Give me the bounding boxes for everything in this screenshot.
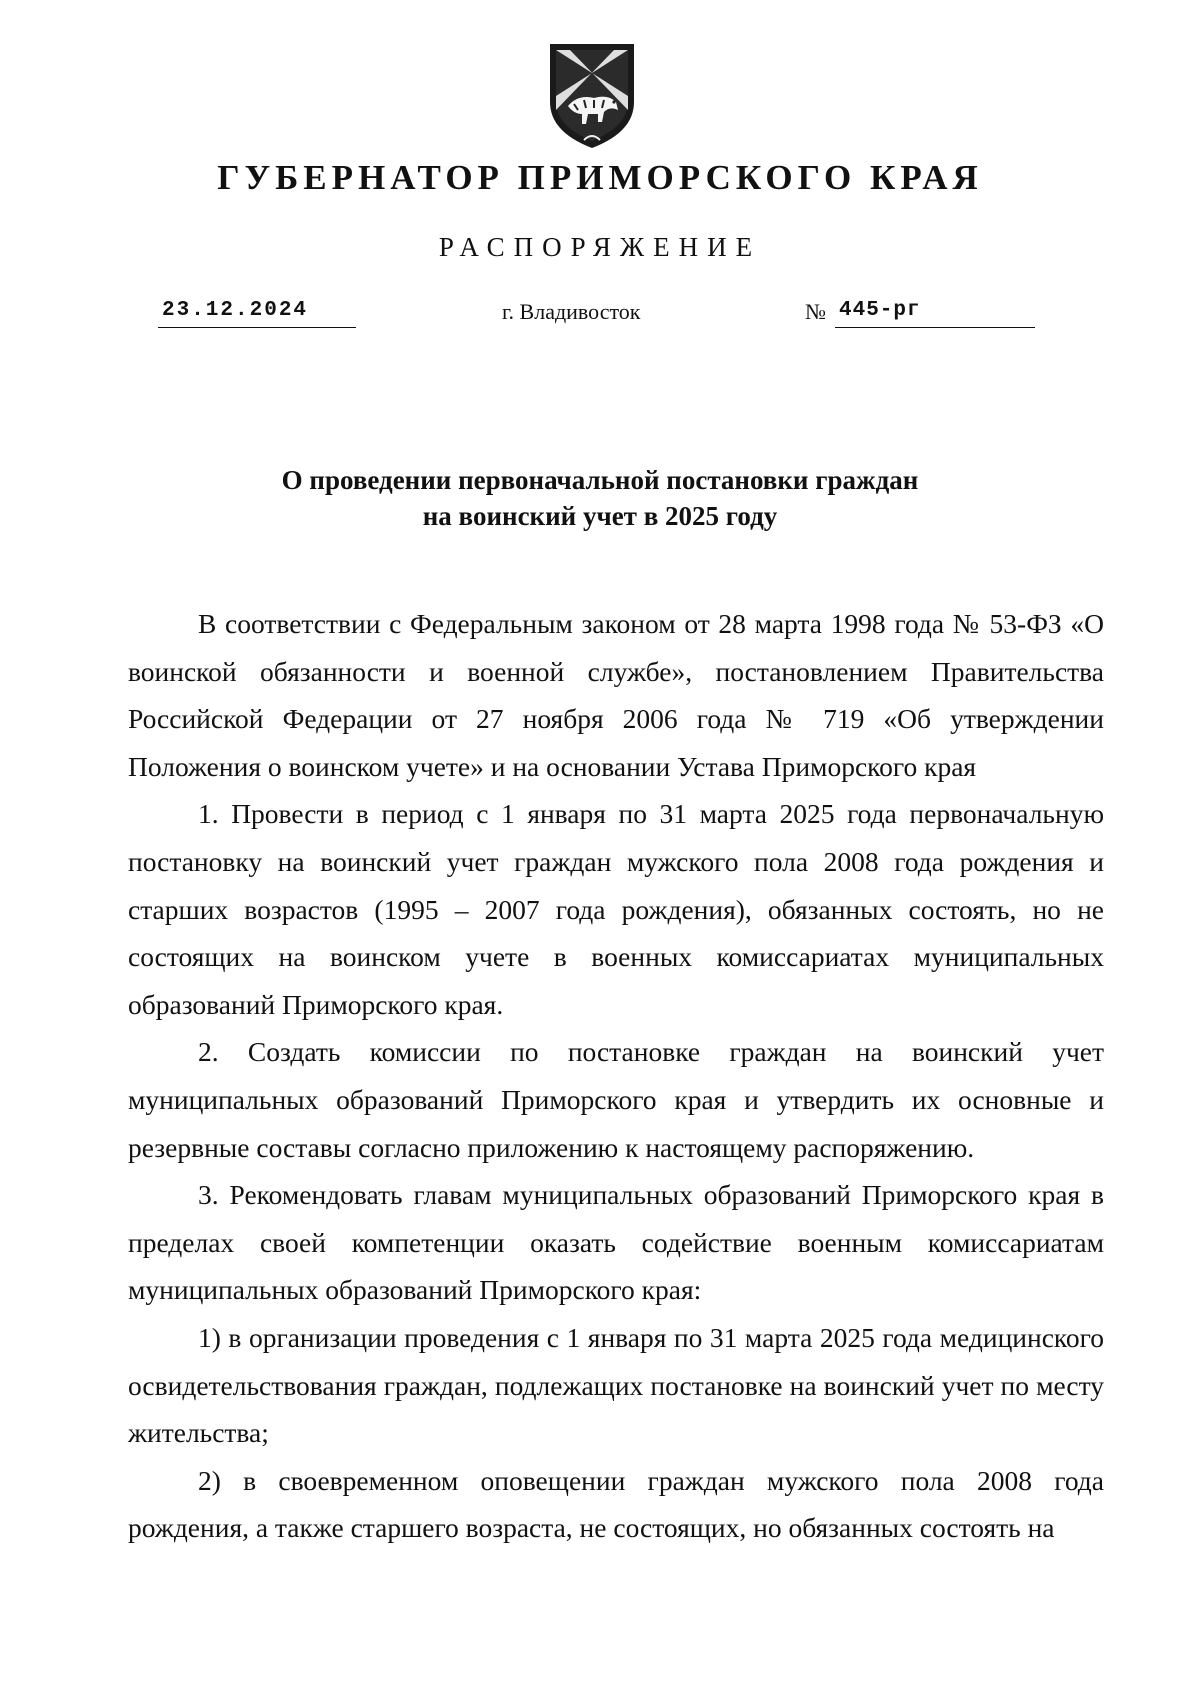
document-body [128, 600, 1104, 1552]
document-title [160, 462, 1040, 534]
title-line-2: на воинский учет в 2025 году [422, 501, 778, 531]
organization-name: ГУБЕРНАТОР ПРИМОРСКОГО КРАЯ [217, 158, 983, 197]
paragraph-preamble: В соответствии с Федеральным законом от 28 марта 1998 года № 53-ФЗ «О воинской обязанности и военной службе», постановлением Правительства Российской Федерации от 27 ноября 2006 года № 719 «Об утверждении Положения о воинском учете» и на основании Устава Приморского края [128, 608, 1104, 782]
document-number: 445-рг [835, 299, 1035, 328]
title-line-1: О проведении первоначальной постановки граждан [281, 465, 919, 495]
paragraph-subitem-2: 2) в своевременном оповещении граждан мужского пола 2008 года рождения, а также старшего возраста, не состоящих, но обязанных состоять на [128, 1464, 1104, 1544]
document-date: 23.12.2024 [158, 299, 356, 328]
coat-of-arms-icon [544, 40, 640, 152]
paragraph-item-2: 2. Создать комиссии по постановке граждан на воинский учет муниципальных образований Приморского края и утвердить их основные и резервные составы согласно приложению к настоящему распоряжению. [128, 1036, 1104, 1163]
paragraph-subitem-1: 1) в организации проведения с 1 января по 31 марта 2025 года медицинского освидетельствования граждан, подлежащих постановке на воинский учет по месту жительства; [128, 1321, 1104, 1449]
paragraph-item-1: 1. Провести в период с 1 января по 31 марта 2025 года первоначальную постановку на воинский учет граждан мужского пола 2008 года рождения и старших возрастов (1995 – 2007 года рождения), обязанных состоять, но не состоящих на воинском учете в военных комиссариатах муниципальных образований Приморского края. [128, 798, 1104, 1020]
document-city: г. Владивосток [502, 299, 641, 324]
number-label: № [805, 299, 826, 324]
paragraph-item-3: 3. Рекомендовать главам муниципальных образований Приморского края в пределах своей компетенции оказать содействие военным комиссариатам муниципальных образований Приморского края: [128, 1179, 1104, 1306]
document-type: РАСПОРЯЖЕНИЕ [438, 232, 762, 262]
